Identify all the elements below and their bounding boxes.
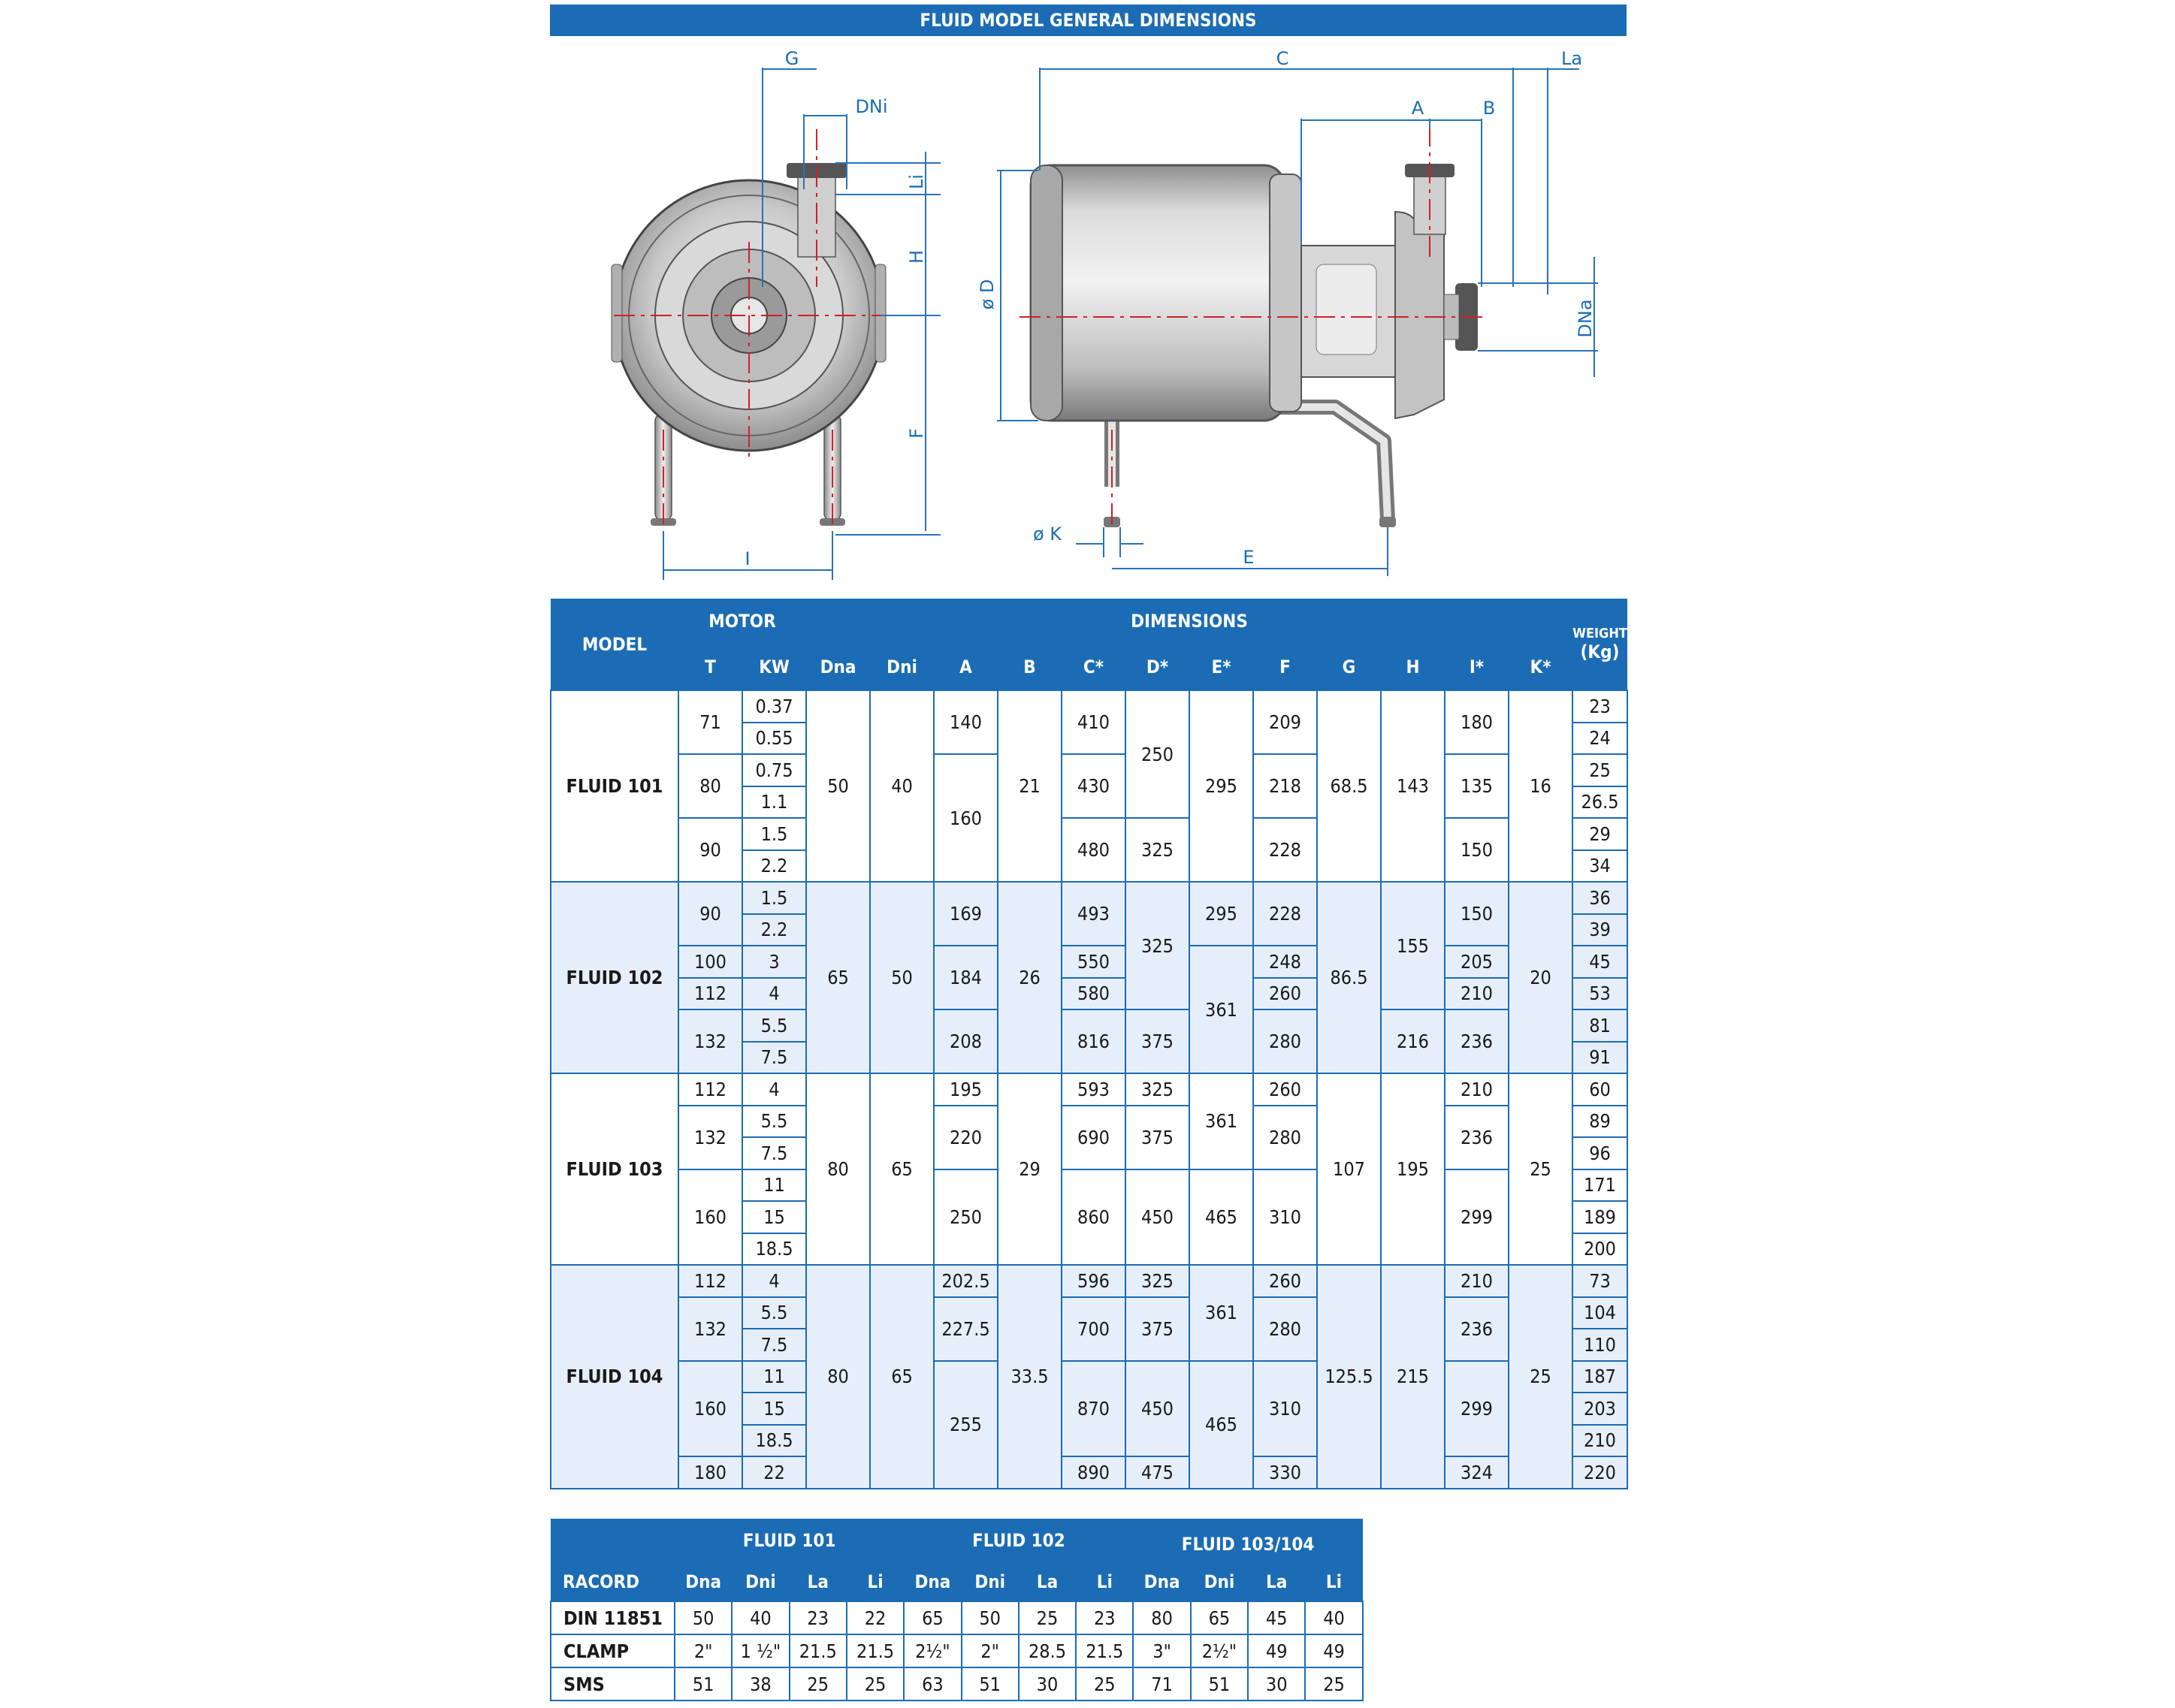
cell-t: 112: [678, 1265, 742, 1297]
racord-cell: 2½": [904, 1634, 961, 1667]
cell-t: 112: [678, 1073, 742, 1106]
cell-weight: 110: [1572, 1329, 1627, 1361]
col-la: La: [1248, 1562, 1305, 1601]
cell-kw: 0.75: [742, 754, 806, 786]
label-b: B: [1482, 98, 1496, 119]
label-k: ø K: [1032, 524, 1062, 545]
cell-a: 208: [934, 1009, 998, 1073]
cell-kw: 3: [742, 946, 806, 978]
header-weight: WEIGHT (Kg): [1572, 599, 1627, 690]
cell-t: 132: [678, 1106, 742, 1169]
cell-kw: 0.37: [742, 690, 806, 723]
cell-t: 132: [678, 1009, 742, 1073]
racord-cell: 80: [1133, 1601, 1190, 1634]
cell-t: 71: [678, 690, 742, 754]
cell-c: 700: [1062, 1297, 1125, 1361]
cell-h: 215: [1381, 1265, 1445, 1489]
racord-cell: 40: [1305, 1601, 1362, 1634]
table-row: [551, 946, 1627, 978]
header-dimensions: DIMENSIONS: [806, 599, 1572, 644]
cell-dni: 65: [870, 1073, 934, 1265]
cell-t: 90: [678, 882, 742, 946]
cell-c: 410: [1062, 690, 1125, 754]
racord-cell: 21.5: [847, 1634, 904, 1667]
cell-i: 210: [1445, 1073, 1509, 1106]
col-li: Li: [1076, 1562, 1133, 1601]
cell-i: 150: [1445, 882, 1509, 946]
table-row: [551, 1265, 1627, 1297]
cell-i: 180: [1445, 690, 1509, 754]
page-title: FLUID MODEL GENERAL DIMENSIONS: [550, 5, 1627, 36]
racord-name: SMS: [551, 1667, 675, 1700]
cell-c: 480: [1062, 818, 1125, 882]
cell-t: 160: [678, 1169, 742, 1266]
group-fluid-102: FLUID 102: [904, 1519, 1133, 1562]
cell-c: 493: [1062, 882, 1125, 946]
label-f: F: [906, 428, 927, 439]
cell-i: 205: [1445, 946, 1509, 978]
table-row: [551, 754, 1627, 786]
cell-e: 361: [1189, 1073, 1253, 1169]
cell-kw: 18.5: [742, 1233, 806, 1266]
racord-cell: 65: [1191, 1601, 1248, 1634]
cell-weight: 96: [1572, 1137, 1627, 1169]
racord-cell: 45: [1248, 1601, 1305, 1634]
racord-cell: 22: [847, 1601, 904, 1634]
racord-cell: 30: [1019, 1667, 1076, 1700]
cell-kw: 4: [742, 1265, 806, 1297]
label-dni: DNi: [855, 96, 888, 117]
table-row: [551, 1009, 1627, 1042]
col-kw: KW: [742, 644, 806, 690]
col-dna: Dna: [675, 1562, 732, 1601]
cell-weight: 89: [1572, 1106, 1627, 1138]
cell-h: 155: [1381, 882, 1445, 1009]
racord-cell: 49: [1305, 1634, 1362, 1667]
cell-a: 220: [934, 1106, 998, 1169]
col-a: A: [934, 644, 998, 690]
group-fluid-101: FLUID 101: [675, 1519, 904, 1562]
table-row: [551, 1169, 1627, 1202]
cell-f: 260: [1253, 1265, 1317, 1297]
model-name: FLUID 102: [551, 882, 678, 1073]
cell-f: 280: [1253, 1009, 1317, 1073]
racord-cell: 63: [904, 1667, 961, 1700]
label-li: Li: [906, 174, 927, 190]
racord-cell: 1 ½": [732, 1634, 789, 1667]
racord-cell: 51: [962, 1667, 1019, 1700]
cell-d: 450: [1125, 1361, 1189, 1457]
cell-a: 227.5: [934, 1297, 998, 1361]
racord-cell: 25: [790, 1667, 847, 1700]
cell-i: 210: [1445, 1265, 1509, 1297]
cell-kw: 18.5: [742, 1425, 806, 1457]
cell-t: 180: [678, 1456, 742, 1489]
col-k: K*: [1509, 644, 1572, 690]
cell-k: 25: [1509, 1265, 1572, 1489]
cell-i: 299: [1445, 1361, 1509, 1457]
cell-weight: 73: [1572, 1265, 1627, 1297]
dimensions-table: [550, 599, 1628, 1489]
cell-a: 195: [934, 1073, 998, 1106]
cell-f: 228: [1253, 882, 1317, 946]
cell-d: 375: [1125, 1106, 1189, 1169]
cell-d: 325: [1125, 882, 1189, 1009]
group-fluid-103-104: FLUID 103/104: [1133, 1519, 1362, 1562]
racord-cell: 25: [1019, 1601, 1076, 1634]
cell-a: 250: [934, 1169, 998, 1266]
cell-i: 236: [1445, 1297, 1509, 1361]
cell-a: 255: [934, 1361, 998, 1489]
racord-name: CLAMP: [551, 1634, 675, 1667]
cell-g: 125.5: [1317, 1265, 1381, 1489]
cell-kw: 1.5: [742, 882, 806, 914]
cell-d: 325: [1125, 818, 1189, 882]
racord-body: [551, 1601, 1363, 1700]
model-name: FLUID 101: [551, 690, 678, 882]
cell-h: 195: [1381, 1073, 1445, 1265]
cell-i: 135: [1445, 754, 1509, 818]
racord-cell: 2": [962, 1634, 1019, 1667]
cell-c: 550: [1062, 946, 1125, 978]
racord-cell: 23: [1076, 1601, 1133, 1634]
cell-kw: 22: [742, 1456, 806, 1489]
table-row: [551, 1297, 1627, 1329]
cell-a: 160: [934, 754, 998, 882]
cell-a: 169: [934, 882, 998, 946]
label-la: La: [1560, 48, 1583, 69]
table-row: [551, 978, 1627, 1010]
label-e: E: [1243, 547, 1255, 568]
cell-weight: 220: [1572, 1456, 1627, 1489]
racord-row: [551, 1634, 1363, 1667]
cell-dna: 50: [806, 690, 870, 882]
cell-weight: 24: [1572, 723, 1627, 755]
cell-dni: 50: [870, 882, 934, 1073]
cell-kw: 1.5: [742, 818, 806, 850]
racord-cell: 51: [675, 1667, 732, 1700]
racord-cell: 51: [1191, 1667, 1248, 1700]
col-b: B: [998, 644, 1062, 690]
racord-cell: 23: [790, 1601, 847, 1634]
cell-e: 361: [1189, 946, 1253, 1073]
col-la: La: [1019, 1562, 1076, 1601]
racord-cell: 25: [1076, 1667, 1133, 1700]
cell-d: 325: [1125, 1073, 1189, 1106]
cell-weight: 203: [1572, 1393, 1627, 1425]
cell-t: 112: [678, 978, 742, 1010]
cell-c: 860: [1062, 1169, 1125, 1266]
col-i: I*: [1445, 644, 1509, 690]
col-t: T: [678, 644, 742, 690]
label-i: I: [745, 548, 751, 569]
cell-e: 295: [1189, 690, 1253, 882]
label-g: G: [784, 48, 799, 69]
cell-kw: 2.2: [742, 914, 806, 946]
cell-weight: 36: [1572, 882, 1627, 914]
cell-kw: 15: [742, 1201, 806, 1233]
cell-f: 310: [1253, 1361, 1317, 1457]
cell-weight: 53: [1572, 978, 1627, 1010]
col-dna: Dna: [904, 1562, 961, 1601]
cell-c: 430: [1062, 754, 1125, 818]
cell-weight: 189: [1572, 1201, 1627, 1233]
cell-b: 26: [998, 882, 1062, 1073]
cell-f: 280: [1253, 1106, 1317, 1169]
cell-dni: 65: [870, 1265, 934, 1489]
cell-weight: 91: [1572, 1042, 1627, 1074]
table-row: [551, 1361, 1627, 1393]
cell-kw: 7.5: [742, 1137, 806, 1169]
cell-t: 160: [678, 1361, 742, 1457]
cell-weight: 171: [1572, 1169, 1627, 1202]
cell-kw: 7.5: [742, 1042, 806, 1074]
cell-f: 218: [1253, 754, 1317, 818]
cell-i: 210: [1445, 978, 1509, 1010]
cell-kw: 1.1: [742, 786, 806, 819]
cell-i: 324: [1445, 1456, 1509, 1489]
cell-d: 325: [1125, 1265, 1189, 1297]
cell-dna: 65: [806, 882, 870, 1073]
cell-kw: 5.5: [742, 1297, 806, 1329]
racord-cell: 2½": [1191, 1634, 1248, 1667]
cell-kw: 7.5: [742, 1329, 806, 1361]
cell-f: 330: [1253, 1456, 1317, 1489]
table-row: [551, 690, 1627, 723]
col-f: F: [1253, 644, 1317, 690]
cell-kw: 11: [742, 1361, 806, 1393]
header-racord: RACORD: [551, 1562, 675, 1601]
cell-d: 375: [1125, 1297, 1189, 1361]
col-la: La: [790, 1562, 847, 1601]
racord-cell: 50: [962, 1601, 1019, 1634]
cell-d: 450: [1125, 1169, 1189, 1266]
col-dni: Dni: [962, 1562, 1019, 1601]
label-h: H: [906, 249, 927, 264]
cell-c: 870: [1062, 1361, 1125, 1457]
cell-k: 25: [1509, 1073, 1572, 1265]
cell-c: 890: [1062, 1456, 1125, 1489]
cell-dna: 80: [806, 1073, 870, 1265]
cell-weight: 26.5: [1572, 786, 1627, 819]
cell-weight: 81: [1572, 1009, 1627, 1042]
cell-weight: 34: [1572, 850, 1627, 883]
cell-dna: 80: [806, 1265, 870, 1489]
racord-cell: 30: [1248, 1667, 1305, 1700]
cell-c: 596: [1062, 1265, 1125, 1297]
cell-a: 140: [934, 690, 998, 754]
cell-g: 107: [1317, 1073, 1381, 1265]
cell-f: 260: [1253, 1073, 1317, 1106]
model-name: FLUID 104: [551, 1265, 678, 1489]
cell-k: 20: [1509, 882, 1572, 1073]
col-dni: Dni: [732, 1562, 789, 1601]
cell-dni: 40: [870, 690, 934, 882]
cell-d: 375: [1125, 1009, 1189, 1073]
cell-kw: 2.2: [742, 850, 806, 883]
cell-f: 280: [1253, 1297, 1317, 1361]
cell-f: 228: [1253, 818, 1317, 882]
cell-kw: 5.5: [742, 1009, 806, 1042]
cell-a: 202.5: [934, 1265, 998, 1297]
cell-f: 260: [1253, 978, 1317, 1010]
col-dna: Dna: [806, 644, 870, 690]
cell-d: 475: [1125, 1456, 1189, 1489]
pump-drawings: [550, 39, 1627, 580]
cell-f: 248: [1253, 946, 1317, 978]
label-dna: DNa: [1575, 299, 1596, 338]
cell-g: 86.5: [1317, 882, 1381, 1073]
cell-weight: 104: [1572, 1297, 1627, 1329]
table-row: [551, 818, 1627, 850]
cell-i: 150: [1445, 818, 1509, 882]
cell-e: 295: [1189, 882, 1253, 946]
cell-c: 580: [1062, 978, 1125, 1010]
racord-cell: 49: [1248, 1634, 1305, 1667]
cell-c: 690: [1062, 1106, 1125, 1169]
cell-h: 143: [1381, 690, 1445, 882]
col-g: G: [1317, 644, 1381, 690]
cell-kw: 5.5: [742, 1106, 806, 1138]
cell-t: 100: [678, 946, 742, 978]
front-view: [612, 129, 941, 527]
cell-kw: 4: [742, 1073, 806, 1106]
col-dna: Dna: [1133, 1562, 1190, 1601]
cell-h: 216: [1381, 1009, 1445, 1073]
cell-e: 465: [1189, 1361, 1253, 1489]
label-a: A: [1411, 98, 1424, 119]
racord-cell: 25: [1305, 1667, 1362, 1700]
col-e: E*: [1189, 644, 1253, 690]
col-dni: Dni: [1191, 1562, 1248, 1601]
cell-i: 236: [1445, 1106, 1509, 1169]
cell-e: 361: [1189, 1265, 1253, 1361]
cell-weight: 23: [1572, 690, 1627, 723]
racord-cell: 21.5: [790, 1634, 847, 1667]
racord-cell: 38: [732, 1667, 789, 1700]
cell-c: 593: [1062, 1073, 1125, 1106]
cell-kw: 11: [742, 1169, 806, 1202]
cell-c: 816: [1062, 1009, 1125, 1073]
cell-weight: 39: [1572, 914, 1627, 946]
cell-kw: 15: [742, 1393, 806, 1425]
racord-cell: 3": [1133, 1634, 1190, 1667]
racord-cell: 25: [847, 1667, 904, 1700]
model-name: FLUID 103: [551, 1073, 678, 1265]
racord-cell: 21.5: [1076, 1634, 1133, 1667]
col-li: Li: [1305, 1562, 1362, 1601]
racord-name: DIN 11851: [551, 1601, 675, 1634]
racord-cell: 50: [675, 1601, 732, 1634]
cell-b: 21: [998, 690, 1062, 882]
cell-weight: 60: [1572, 1073, 1627, 1106]
racord-row: [551, 1601, 1363, 1634]
table-row: [551, 1106, 1627, 1138]
cell-f: 209: [1253, 690, 1317, 754]
racord-cell: 40: [732, 1601, 789, 1634]
racord-row: [551, 1667, 1363, 1700]
cell-k: 16: [1509, 690, 1572, 882]
label-d: ø D: [977, 279, 998, 310]
cell-b: 33.5: [998, 1265, 1062, 1489]
cell-kw: 4: [742, 978, 806, 1010]
cell-weight: 200: [1572, 1233, 1627, 1266]
header-motor: MOTOR: [678, 599, 806, 644]
col-d: D*: [1125, 644, 1189, 690]
header-model: MODEL: [551, 599, 678, 690]
col-c: C*: [1062, 644, 1125, 690]
table-row: [551, 1456, 1627, 1489]
side-view: [1020, 125, 1485, 527]
cell-e: 465: [1189, 1169, 1253, 1266]
cell-weight: 29: [1572, 818, 1627, 850]
cell-kw: 0.55: [742, 723, 806, 755]
cell-i: 236: [1445, 1009, 1509, 1073]
racord-cell: 65: [904, 1601, 961, 1634]
cell-d: 250: [1125, 690, 1189, 818]
racord-cell: 2": [675, 1634, 732, 1667]
col-li: Li: [847, 1562, 904, 1601]
cell-g: 68.5: [1317, 690, 1381, 882]
cell-weight: 45: [1572, 946, 1627, 978]
col-h: H: [1381, 644, 1445, 690]
racord-table: [550, 1519, 1364, 1701]
cell-weight: 25: [1572, 754, 1627, 786]
table-row: [551, 1073, 1627, 1106]
cell-b: 29: [998, 1073, 1062, 1265]
cell-i: 299: [1445, 1169, 1509, 1266]
cell-t: 90: [678, 818, 742, 882]
cell-t: 80: [678, 754, 742, 818]
col-dni: Dni: [870, 644, 934, 690]
cell-f: 310: [1253, 1169, 1317, 1266]
cell-weight: 210: [1572, 1425, 1627, 1457]
racord-cell: 28.5: [1019, 1634, 1076, 1667]
cell-a: 184: [934, 946, 998, 1009]
cell-t: 132: [678, 1297, 742, 1361]
table-row: [551, 882, 1627, 914]
racord-cell: 71: [1133, 1667, 1190, 1700]
cell-weight: 187: [1572, 1361, 1627, 1393]
label-c: C: [1276, 48, 1289, 69]
